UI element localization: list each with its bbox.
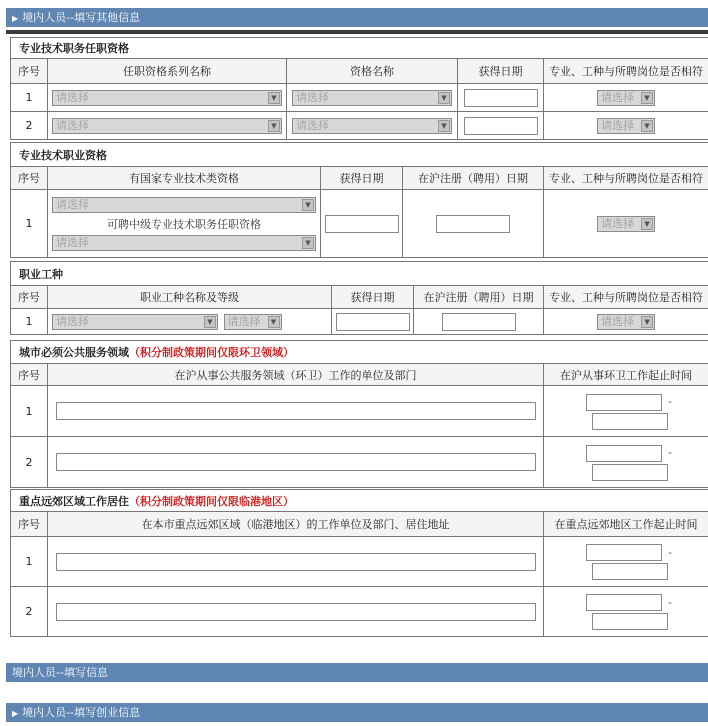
section-bar-fill-info[interactable] <box>6 663 708 682</box>
start-date-input[interactable] <box>586 544 662 561</box>
row-number: 1 <box>11 190 48 258</box>
col-header-no: 序号 <box>11 167 48 190</box>
section-bar-title: 境内人员--填写其他信息 <box>22 11 141 24</box>
chevron-down-icon: ▼ <box>438 120 450 132</box>
section-title: 职业工种 <box>11 262 708 286</box>
col-header-cert: 有国家专业技术类资格 <box>48 167 321 190</box>
col-header-series: 任职资格系列名称 <box>48 59 287 84</box>
divider <box>6 30 708 34</box>
professional-qualification-table <box>10 142 708 258</box>
start-date-input[interactable] <box>586 594 662 611</box>
table-row: 2 - <box>11 437 708 488</box>
row-number: 2 <box>11 112 48 140</box>
occupation-level-select[interactable]: 请选择 ▼ <box>224 314 282 330</box>
date-input[interactable] <box>464 89 538 107</box>
occupation-select[interactable]: 请选择 ▼ <box>52 314 218 330</box>
employer-input[interactable] <box>56 402 536 420</box>
col-header-no: 序号 <box>11 364 48 386</box>
col-header-employer-address: 在本市重点远郊区域（临港地区）的工作单位及部门、居住地址 <box>48 512 544 537</box>
employer-address-input[interactable] <box>56 603 536 621</box>
qualification-table <box>10 37 708 140</box>
section-bar-startup-info[interactable] <box>6 703 708 722</box>
col-header-name: 资格名称 <box>287 59 458 84</box>
section-bar-title: 境内人员--填写信息 <box>12 666 108 679</box>
suburb-work-table <box>10 489 708 637</box>
series-select[interactable]: 请选择 ▼ <box>52 118 282 134</box>
qualification-name-select[interactable]: 请选择 ▼ <box>292 90 452 106</box>
expand-triangle-icon: ▶ <box>12 14 19 23</box>
table-row <box>11 84 708 112</box>
section-title: 专业技术职务任职资格 <box>11 38 708 59</box>
chevron-down-icon: ▼ <box>268 120 280 132</box>
col-header-match: 专业、工种与所聘岗位是否相符 <box>544 167 708 190</box>
col-header-match: 专业、工种与所聘岗位是否相符 <box>544 59 708 84</box>
chevron-down-icon: ▼ <box>268 316 280 328</box>
register-date-input[interactable] <box>442 313 516 331</box>
cert-level-select[interactable]: 请选择 ▼ <box>52 235 316 251</box>
table-row <box>11 309 708 335</box>
cert-type-select[interactable]: 请选择 ▼ <box>52 197 316 213</box>
match-select[interactable]: 请选择 ▼ <box>597 216 655 232</box>
chevron-down-icon: ▼ <box>268 92 280 104</box>
expand-triangle-icon: ▶ <box>12 709 19 718</box>
end-date-input[interactable] <box>592 413 668 430</box>
table-row: 2 - <box>11 587 708 637</box>
policy-note: （积分制政策期间仅限临港地区） <box>129 494 294 508</box>
col-header-employer: 在沪从事公共服务领域（环卫）工作的单位及部门 <box>48 364 544 386</box>
col-header-no: 序号 <box>11 286 48 309</box>
match-select[interactable]: 请选择 ▼ <box>597 118 655 134</box>
match-select[interactable]: 请选择 ▼ <box>597 90 655 106</box>
cert-label: 可聘中级专业技术职务任职资格 <box>107 217 261 231</box>
chevron-down-icon: ▼ <box>438 92 450 104</box>
row-number: 1 <box>11 537 48 587</box>
col-header-no: 序号 <box>11 512 48 537</box>
col-header-no: 序号 <box>11 59 48 84</box>
chevron-down-icon: ▼ <box>302 237 314 249</box>
table-row: 1 - <box>11 537 708 587</box>
occupation-table <box>10 261 708 335</box>
row-number: 2 <box>11 587 48 637</box>
employer-address-input[interactable] <box>56 553 536 571</box>
col-header-occupation: 职业工种名称及等级 <box>48 286 332 309</box>
row-number: 1 <box>11 386 48 437</box>
section-title: 城市必须公共服务领域（积分制政策期间仅限环卫领域） <box>11 341 708 364</box>
date-input[interactable] <box>336 313 410 331</box>
section-title: 重点远郊区域工作居住（积分制政策期间仅限临港地区） <box>11 490 708 512</box>
table-row <box>11 112 708 140</box>
match-select[interactable]: 请选择 ▼ <box>597 314 655 330</box>
table-row: 1 - <box>11 386 708 437</box>
col-header-date: 获得日期 <box>458 59 544 84</box>
public-service-table <box>10 340 708 488</box>
row-number: 1 <box>11 84 48 112</box>
section-bar-other-info[interactable] <box>6 8 708 27</box>
col-header-period: 在沪从事环卫工作起止时间 <box>544 364 708 386</box>
employer-input[interactable] <box>56 453 536 471</box>
table-row <box>11 190 708 258</box>
col-header-match: 专业、工种与所聘岗位是否相符 <box>544 286 708 309</box>
series-select[interactable]: 请选择 ▼ <box>52 90 282 106</box>
end-date-input[interactable] <box>592 464 668 481</box>
date-input[interactable] <box>325 215 399 233</box>
col-header-period: 在重点远郊地区工作起止时间 <box>544 512 708 537</box>
start-date-input[interactable] <box>586 445 662 462</box>
chevron-down-icon: ▼ <box>641 316 653 328</box>
col-header-date: 获得日期 <box>332 286 414 309</box>
chevron-down-icon: ▼ <box>641 120 653 132</box>
chevron-down-icon: ▼ <box>641 92 653 104</box>
col-header-register-date: 在沪注册（聘用）日期 <box>414 286 544 309</box>
start-date-input[interactable] <box>586 394 662 411</box>
col-header-date: 获得日期 <box>321 167 403 190</box>
date-input[interactable] <box>464 117 538 135</box>
chevron-down-icon: ▼ <box>204 316 216 328</box>
chevron-down-icon: ▼ <box>302 199 314 211</box>
section-title: 专业技术职业资格 <box>11 143 708 167</box>
section-bar-title: 境内人员--填写创业信息 <box>22 706 141 719</box>
register-date-input[interactable] <box>436 215 510 233</box>
row-number: 2 <box>11 437 48 488</box>
col-header-register-date: 在沪注册（聘用）日期 <box>403 167 544 190</box>
end-date-input[interactable] <box>592 613 668 630</box>
row-number: 1 <box>11 309 48 335</box>
policy-note: （积分制政策期间仅限环卫领域） <box>129 346 294 359</box>
qualification-name-select[interactable]: 请选择 ▼ <box>292 118 452 134</box>
end-date-input[interactable] <box>592 563 668 580</box>
chevron-down-icon: ▼ <box>641 218 653 230</box>
